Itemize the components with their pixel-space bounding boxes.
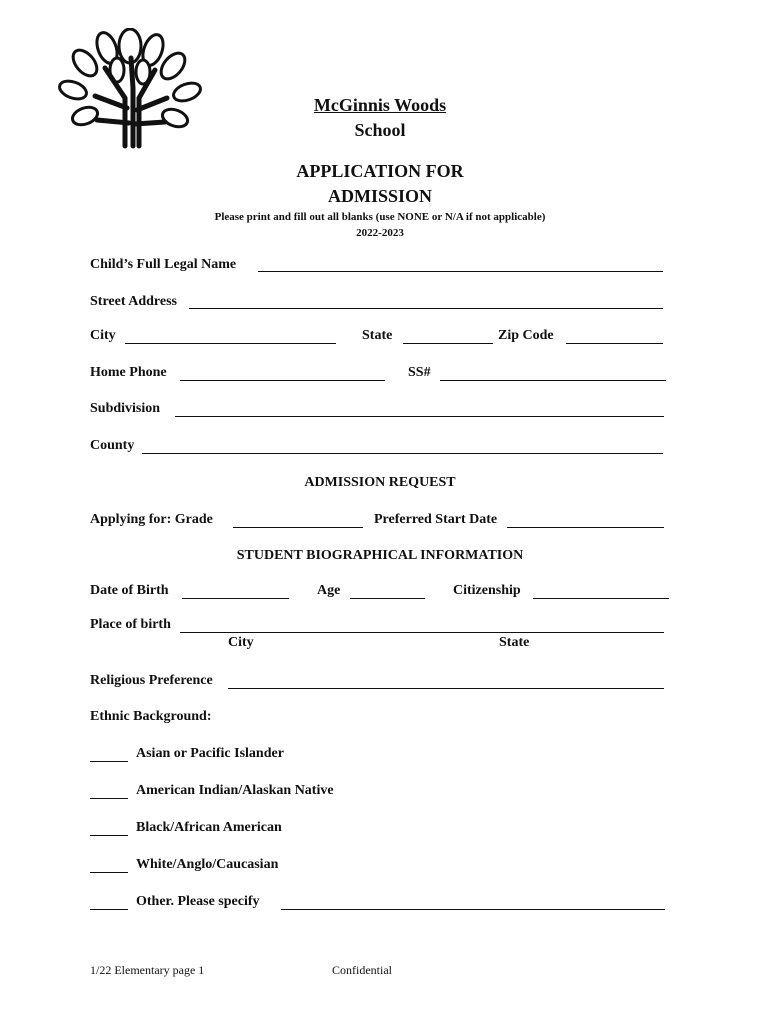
- citizenship-field[interactable]: [533, 598, 669, 599]
- street-label: Street Address: [90, 294, 177, 309]
- school-name-line1: McGinnis Woods: [313, 95, 447, 115]
- ethnic-blank-black[interactable]: [90, 835, 128, 836]
- state-field[interactable]: [403, 343, 493, 344]
- footer-page-info: 1/22 Elementary page 1: [90, 963, 205, 977]
- ethnic-option-asian: Asian or Pacific Islander: [136, 746, 284, 761]
- ethnic-option-american-indian: American Indian/Alaskan Native: [136, 783, 334, 798]
- city-label: City: [90, 328, 116, 343]
- child-name-label: Child’s Full Legal Name: [90, 257, 237, 272]
- age-field[interactable]: [350, 598, 425, 599]
- ethnic-blank-american-indian[interactable]: [90, 798, 128, 799]
- home-phone-label: Home Phone: [90, 365, 167, 380]
- zip-field[interactable]: [566, 343, 663, 344]
- subdivision-field[interactable]: [175, 416, 664, 417]
- place-of-birth-field[interactable]: [180, 632, 664, 633]
- child-name-field[interactable]: [258, 271, 663, 272]
- religious-label: Religious Preference: [90, 673, 213, 688]
- school-year: 2022-2023: [356, 227, 404, 239]
- footer-confidential: Confidential: [332, 963, 392, 977]
- zip-label: Zip Code: [498, 328, 554, 343]
- state-label: State: [362, 328, 393, 343]
- place-of-birth-label: Place of birth: [90, 617, 171, 632]
- age-label: Age: [317, 583, 341, 598]
- application-title-line1: APPLICATION FOR: [296, 161, 464, 181]
- ethnic-other-specify-field[interactable]: [281, 909, 665, 910]
- admission-request-title: ADMISSION REQUEST: [304, 475, 456, 490]
- ethnic-option-white: White/Anglo/Caucasian: [136, 857, 279, 872]
- ethnic-label: Ethnic Background:: [90, 709, 212, 724]
- bio-title: STUDENT BIOGRAPHICAL INFORMATION: [236, 548, 524, 563]
- tree-logo: [55, 28, 205, 150]
- dob-field[interactable]: [182, 598, 289, 599]
- subdivision-label: Subdivision: [90, 401, 161, 416]
- religious-field[interactable]: [228, 688, 664, 689]
- preferred-start-label: Preferred Start Date: [374, 512, 498, 527]
- dob-label: Date of Birth: [90, 583, 169, 598]
- ss-label: SS#: [408, 365, 431, 380]
- ethnic-option-black: Black/African American: [136, 820, 282, 835]
- preferred-start-field[interactable]: [507, 527, 664, 528]
- pob-state-caption: State: [499, 635, 530, 650]
- county-field[interactable]: [142, 453, 663, 454]
- ethnic-blank-white[interactable]: [90, 872, 128, 873]
- school-name-line2: School: [354, 120, 406, 140]
- home-phone-field[interactable]: [180, 380, 385, 381]
- grade-field[interactable]: [233, 527, 363, 528]
- county-label: County: [90, 438, 135, 453]
- ethnic-blank-asian[interactable]: [90, 761, 128, 762]
- street-field[interactable]: [189, 308, 663, 309]
- pob-city-caption: City: [228, 635, 254, 650]
- city-field[interactable]: [125, 343, 336, 344]
- citizenship-label: Citizenship: [453, 583, 521, 598]
- ethnic-option-other: Other. Please specify: [136, 894, 260, 909]
- application-title-line2: ADMISSION: [327, 186, 433, 206]
- ethnic-blank-other[interactable]: [90, 909, 128, 910]
- instructions: Please print and fill out all blanks (use NONE or N/A if not applicable): [214, 211, 546, 223]
- ss-field[interactable]: [440, 380, 666, 381]
- applying-grade-label: Applying for: Grade: [90, 512, 213, 527]
